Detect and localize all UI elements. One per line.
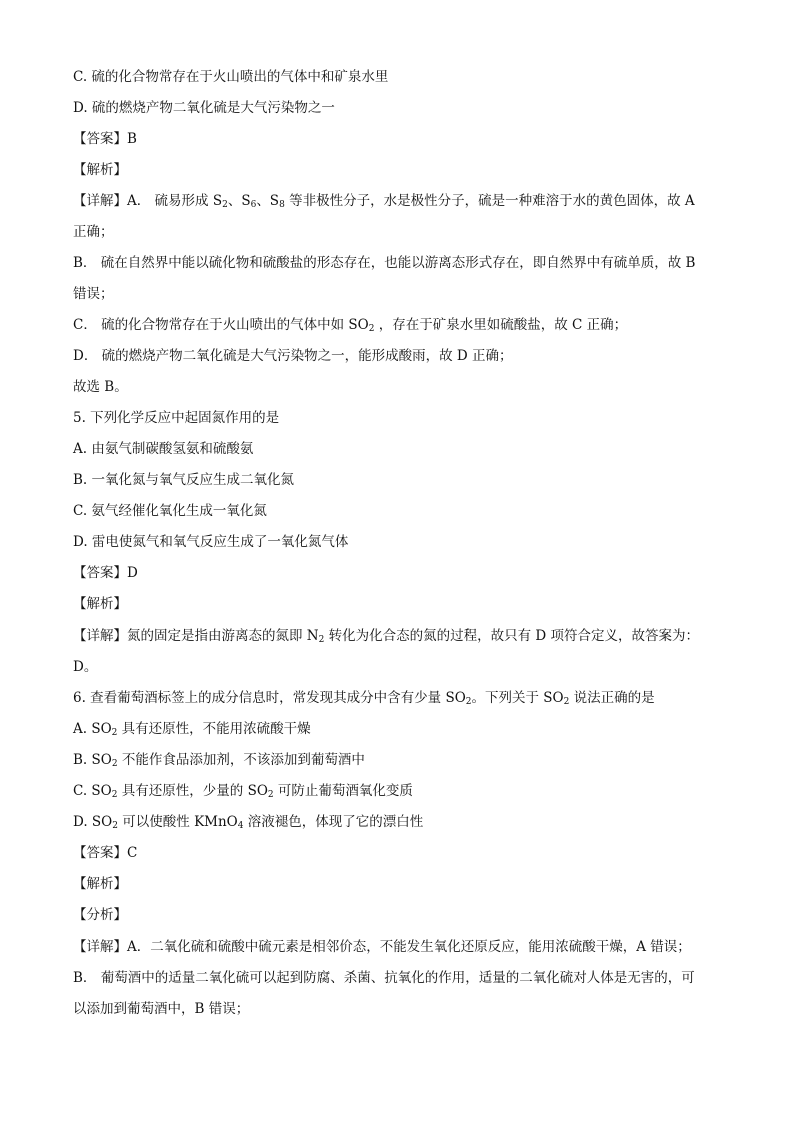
text-line-l10: D． 硫的燃烧产物二氧化硫是大气污染物之一，能形成酸雨，故 D 正确； [73, 348, 513, 364]
text-line-l20: D。 [73, 659, 98, 675]
text-line-l11: 故选 B。 [73, 379, 128, 395]
text-line-l18: 【解析】 [73, 596, 127, 612]
text-line-l04: 【解析】 [73, 162, 127, 178]
text-line-l26: 【答案】C [73, 845, 138, 861]
text-line-l19: 【详解】氮的固定是指由游离态的氮即 $N_2$ 转化为化合态的氮的过程，故只有 D 项符合定义，故答案为： [73, 628, 700, 645]
text-line-l09: C． 硫的化合物常存在于火山喷出的气体中如 $SO_2$ ，存在于矿泉水里如硫酸盐，故 C 正确； [73, 317, 628, 334]
text-line-l14: B. 一氧化氮与氧气反应生成二氧化氮 [73, 472, 295, 488]
text-line-l30: B． 葡萄酒中的适量二氧化硫可以起到防腐、杀菌、抗氧化的作用，适量的二氧化硫对人体是无害的，可 [73, 970, 695, 986]
text-line-l31: 以添加到葡萄酒中，B 错误； [73, 1001, 250, 1017]
text-line-l13: A. 由氨气制碳酸氢氨和硫酸氨 [73, 441, 254, 457]
text-line-l02: D. 硫的燃烧产物二氧化硫是大气污染物之一 [73, 100, 335, 116]
text-line-l25: D. $SO_2$ 可以使酸性 KMnO$_4$ 溶液褪色，体现了它的漂白性 [73, 814, 424, 831]
text-line-l03: 【答案】B [73, 131, 137, 147]
text-line-l21: 6. 查看葡萄酒标签上的成分信息时，常发现其成分中含有少量 $SO_2$。下列关于 $SO_2$ 说法正确的是 [73, 690, 655, 707]
text-line-l01: C. 硫的化合物常存在于火山喷出的气体中和矿泉水里 [73, 69, 389, 85]
text-line-l05: 【详解】A． 硫易形成 $S_2$、$S_6$、$S_8$ 等非极性分子，水是极性分子，硫是一种难溶于水的黄色固体，故 A [73, 193, 695, 210]
text-line-l28: 【分析】 [73, 907, 127, 923]
text-line-l22: A. $SO_2$ 具有还原性，不能用浓硫酸干燥 [73, 721, 311, 738]
text-line-l27: 【解析】 [73, 876, 127, 892]
text-line-l08: 错误； [73, 286, 114, 302]
text-line-l29: 【详解】A．二氧化硫和硫酸中硫元素是相邻价态，不能发生氧化还原反应，能用浓硫酸干燥，A 错误； [73, 939, 691, 955]
text-line-l23: B. $SO_2$ 不能作食品添加剂，不该添加到葡萄酒中 [73, 752, 365, 769]
text-line-l16: D. 雷电使氮气和氧气反应生成了一氧化氮气体 [73, 534, 349, 550]
text-line-l17: 【答案】D [73, 565, 138, 581]
text-line-l24: C. $SO_2$ 具有还原性，少量的 $SO_2$ 可防止葡萄酒氧化变质 [73, 783, 413, 800]
text-line-l12: 5. 下列化学反应中起固氮作用的是 [73, 410, 280, 426]
text-line-l07: B． 硫在自然界中能以硫化物和硫酸盐的形态存在，也能以游离态形式存在，即自然界中有硫单质，故 B [73, 255, 696, 271]
text-line-l06: 正确； [73, 224, 114, 240]
text-line-l15: C. 氨气经催化氧化生成一氧化氮 [73, 503, 267, 519]
